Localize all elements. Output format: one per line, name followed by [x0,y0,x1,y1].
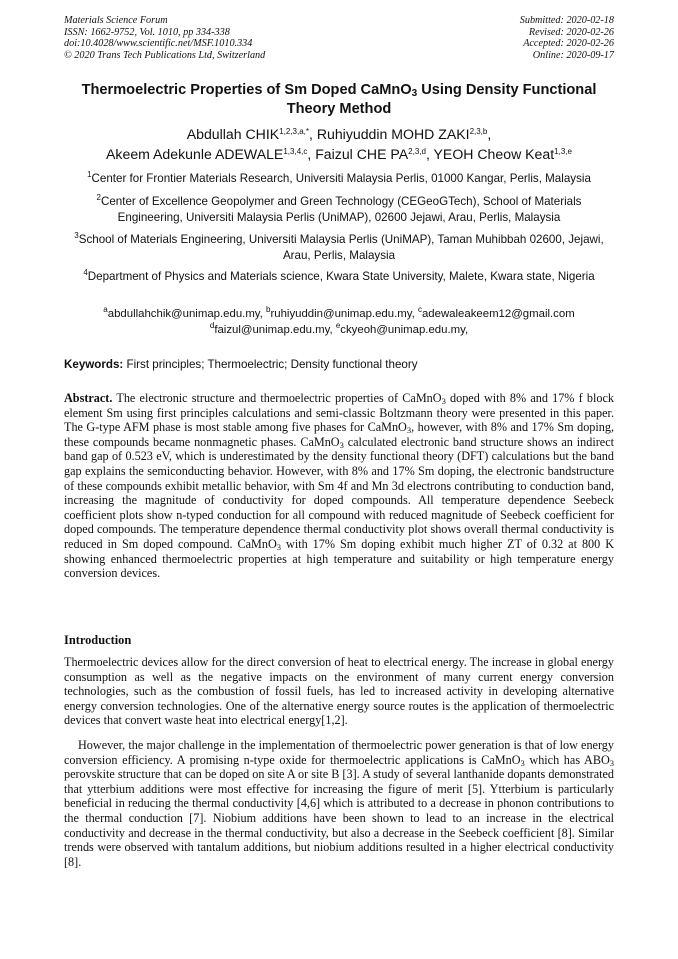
publication-dates [520,15,614,61]
affiliation: $^3$School of Materials Engineering, Universiti Malaysia Perlis (UniMAP), Taman Muhibbah 02600, Jejawi, Arau, Perlis, Malaysia [74,231,604,262]
date-submitted: Submitted: 2020-02-18 [519,15,614,26]
paper-title: Thermoelectric Properties of Sm Doped CaMnO$_3$ Using Density Functional Theory Method [81,82,597,117]
email-link[interactable]: $^b$ruhiyuddin@unimap.edu.my, [266,305,418,320]
abstract-label: Abstract. [64,391,113,405]
journal-doi[interactable]: doi:10.4028/www.scientific.net/MSF.1010.334 [64,38,253,50]
email-link[interactable]: $^a$abdullahchik@unimap.edu.my, [103,305,266,320]
intro-paragraph-2: However, the major challenge in the implementation of thermoelectric power generation is that of low energy conversion efficiency. A promising n-type oxide for thermoelectric applications is CaMnO$_3$ which has $ABO_3$ perovskite structure that can be doped on site A or site B [3]. A study of several lanthanide dopants demonstrated that ytterbium additions were most effective for increasing the figure of merit [5]. Ytterbium is particularly beneficial in reducing the thermal conductivity [4,6] which is attributed to a decrease in phonon contributions to the thermal conduction [7]. Niobium additions have been shown to lead to an increase in the electrical conductivity and decrease in the thermal conductivity, but also a decrease in the Seebeck coefficient [8]. Similar trends were observed with tantalum additions, but niobium additions resulted in a higher electrical conductivity [8]. [64,738,614,869]
abstract: Abstract. The electronic structure and thermoelectric properties of CaMnO$_3$ doped with 8% and 17% f block element Sm using first principles calculations and semi-classic Boltzmann theory were presented in this paper. The G-type AFM phase is most stable among five phases for CaMnO$_3$, however, with 8% and 17% Sm doping, these compounds became nonmagnetic phases. CaMnO$_3$ calculated electronic band structure shows an indirect band gap of 0.523 eV, which is underestimated by the density functional theory (DFT) calculations but the band gap explains the semiconducting behavior. However, with 8% and 17% Sm doping, the electronic bandstructure of these compounds exhibit metallic behavior, with Sm 4f and Mn 3d electrons contributing to conduction band, increasing the magnitude of conductivity for doped compounds. All temperature dependence Seebeck coefficient plots show n-typed conduction for all compound with reduced magnitude of Seebeck coefficient for doped compounds. The temperature dependence thermal conductivity plot shows overall thermal conductivity is reduced in Sm doped compound. CaMnO$_3$ with 17% Sm doping exhibit much higher ZT of 0.32 at 800 K showing enhanced thermoelectric properties at high temperature and suitability or high temperature energy conversion devices. [64,391,615,581]
author: Akeem Adekunle ADEWALE$^{1,3,4,c}$, [106,145,316,162]
keywords: Keywords: First principles; Thermoelectric; Density functional theory [64,358,418,371]
author: YEOH Cheow Keat$^{1,3,e}$ [433,145,572,162]
author: Ruhiyuddin MOHD ZAKI$^{2,3,b}$, [316,126,492,142]
date-revised: Revised: 2020-02-26 [528,26,614,38]
affiliation: $^1$Center for Frontier Materials Research, Universiti Malaysia Perlis, 01000 Kangar, Perlis, Malaysia [87,170,591,185]
author: Faizul CHE PA$^{2,3,d}$, [315,145,434,162]
journal-copyright: © 2020 Trans Tech Publications Ltd, Switzerland [64,49,266,61]
email-link[interactable]: $^e$ckyeoh@unimap.edu.my, [335,320,469,336]
intro-paragraph-1: Thermoelectric devices allow for the direct conversion of heat to electrical energy. The increase in global energy consumption as well as the negative impacts on the environment of many current energy conversion technologies, such as the combustion of fossil fuels, has led to increased activity in developing alternative energy conversion technologies. One of the alternative energy source routes is the application of thermoelectric devices that convert waste heat into electrical energy[1,2]. [64,655,614,728]
date-online: Online: 2020-09-17 [532,49,614,61]
affiliation: $^4$Department of Physics and Materials science, Kwara State University, Malete, Kwara state, Nigeria [83,268,595,283]
email-link[interactable]: $^d$faizul@unimap.edu.my, [209,320,336,336]
journal-info [64,15,265,61]
email-link[interactable]: $^c$adewaleakeem12@gmail.com [417,305,575,320]
author: Abdullah $CHIK^{1,2,3,a,*}$, [186,126,317,142]
journal-name: Materials Science Forum [64,15,168,26]
author-list [64,125,614,164]
date-accepted: Accepted: 2020-02-26 [523,38,614,50]
author-emails [64,307,614,338]
affiliation: $^2$Center of Excellence Geopolymer and Green Technology (CEGeoGTech), School of Materials Engineering, Universiti Malaysia Perlis (UniMAP), 02600 Jejawi, Arau, Perlis, Malaysia [96,193,582,224]
journal-issn: ISSN: 1662-9752, Vol. 1010, pp 334-338 [64,26,230,38]
section-heading-introduction: Introduction [64,633,132,647]
keywords-label: Keywords: [64,358,124,371]
